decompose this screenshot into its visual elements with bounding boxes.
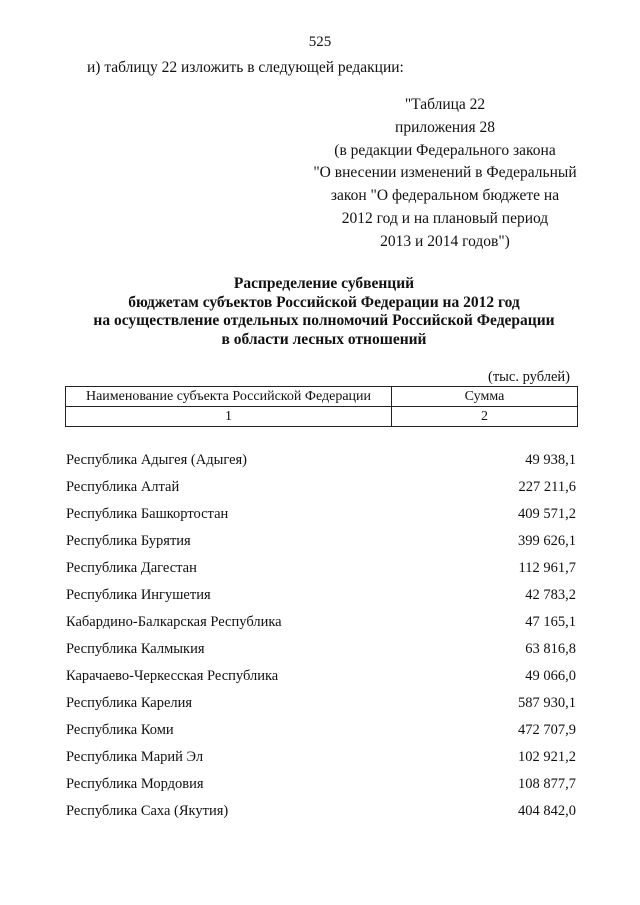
reference-line: "О внесении изменений в Федеральный <box>313 164 577 182</box>
region-name: Республика Мордовия <box>66 776 204 792</box>
amount-value: 108 877,7 <box>518 776 576 792</box>
column-number-1: 1 <box>66 407 392 427</box>
title-line: Распределение субвенций <box>233 275 415 292</box>
reference-line: приложения 28 <box>395 118 495 136</box>
region-name: Республика Коми <box>66 722 174 738</box>
title-line: бюджетам субъектов Российской Федерации на 2012 год <box>128 293 520 311</box>
region-name: Республика Бурятия <box>66 533 191 549</box>
table-row <box>66 803 576 830</box>
region-name: Республика Марий Эл <box>66 749 204 765</box>
amount-value: 404 842,0 <box>518 803 576 819</box>
amount-value: 227 211,6 <box>518 479 576 495</box>
amount-value: 47 165,1 <box>525 614 576 630</box>
amount-value: 49 938,1 <box>525 452 576 468</box>
reference-line: "Таблица 22 <box>404 96 486 113</box>
region-name: Республика Ингушетия <box>66 587 211 603</box>
column-number-2: 2 <box>392 407 578 427</box>
region-name: Карачаево-Черкесская Республика <box>66 668 279 684</box>
amount-value: 399 626,1 <box>518 533 576 549</box>
table-body <box>66 452 576 830</box>
title-line: на осуществление отдельных полномочий Российской Федерации <box>93 312 555 329</box>
document-title <box>40 275 608 349</box>
region-name: Республика Саха (Якутия) <box>66 803 229 819</box>
region-name: Республика Алтай <box>66 479 180 495</box>
table-row <box>66 479 576 506</box>
region-name: Кабардино-Балкарская Республика <box>66 614 282 630</box>
table-row <box>66 668 576 695</box>
table-row <box>66 506 576 533</box>
reference-line: (в редакции Федерального закона <box>334 141 556 159</box>
region-name: Республика Калмыкия <box>66 641 205 657</box>
reference-line: 2013 и 2014 годов") <box>380 232 510 250</box>
table-row <box>66 560 576 587</box>
table-row <box>66 776 576 803</box>
region-name: Республика Карелия <box>66 695 193 711</box>
reference-line: закон "О федеральном бюджете на <box>330 187 560 205</box>
region-name: Республика Адыгея (Адыгея) <box>66 452 248 468</box>
amount-value: 587 930,1 <box>518 695 576 711</box>
units-label: (тыс. рублей) <box>488 369 570 385</box>
column-header-name: Наименование субъекта Российской Федерации <box>66 387 392 407</box>
table-row <box>66 722 576 749</box>
region-name: Республика Дагестан <box>66 560 197 576</box>
column-header-amount: Сумма <box>392 387 578 407</box>
table-row <box>66 641 576 668</box>
table-row <box>66 614 576 641</box>
amount-value: 409 571,2 <box>518 506 576 522</box>
table-row <box>66 695 576 722</box>
amount-value: 63 816,8 <box>525 641 576 657</box>
reference-line: 2012 год и на плановый период <box>341 209 549 227</box>
table-header <box>65 386 578 427</box>
page-number: 525 <box>308 34 332 50</box>
table-reference-note <box>300 94 590 254</box>
amount-value: 102 921,2 <box>518 749 576 765</box>
title-line: в области лесных отношений <box>221 330 427 348</box>
instruction-text: и) таблицу 22 изложить в следующей редакции: <box>87 59 404 76</box>
amount-value: 112 961,7 <box>518 560 576 576</box>
table-row <box>66 587 576 614</box>
amount-value: 472 707,9 <box>518 722 576 738</box>
amount-value: 49 066,0 <box>525 668 576 684</box>
table-row <box>66 533 576 560</box>
table-row <box>66 749 576 776</box>
amount-value: 42 783,2 <box>525 587 576 603</box>
table-row <box>66 452 576 479</box>
region-name: Республика Башкортостан <box>66 506 229 522</box>
